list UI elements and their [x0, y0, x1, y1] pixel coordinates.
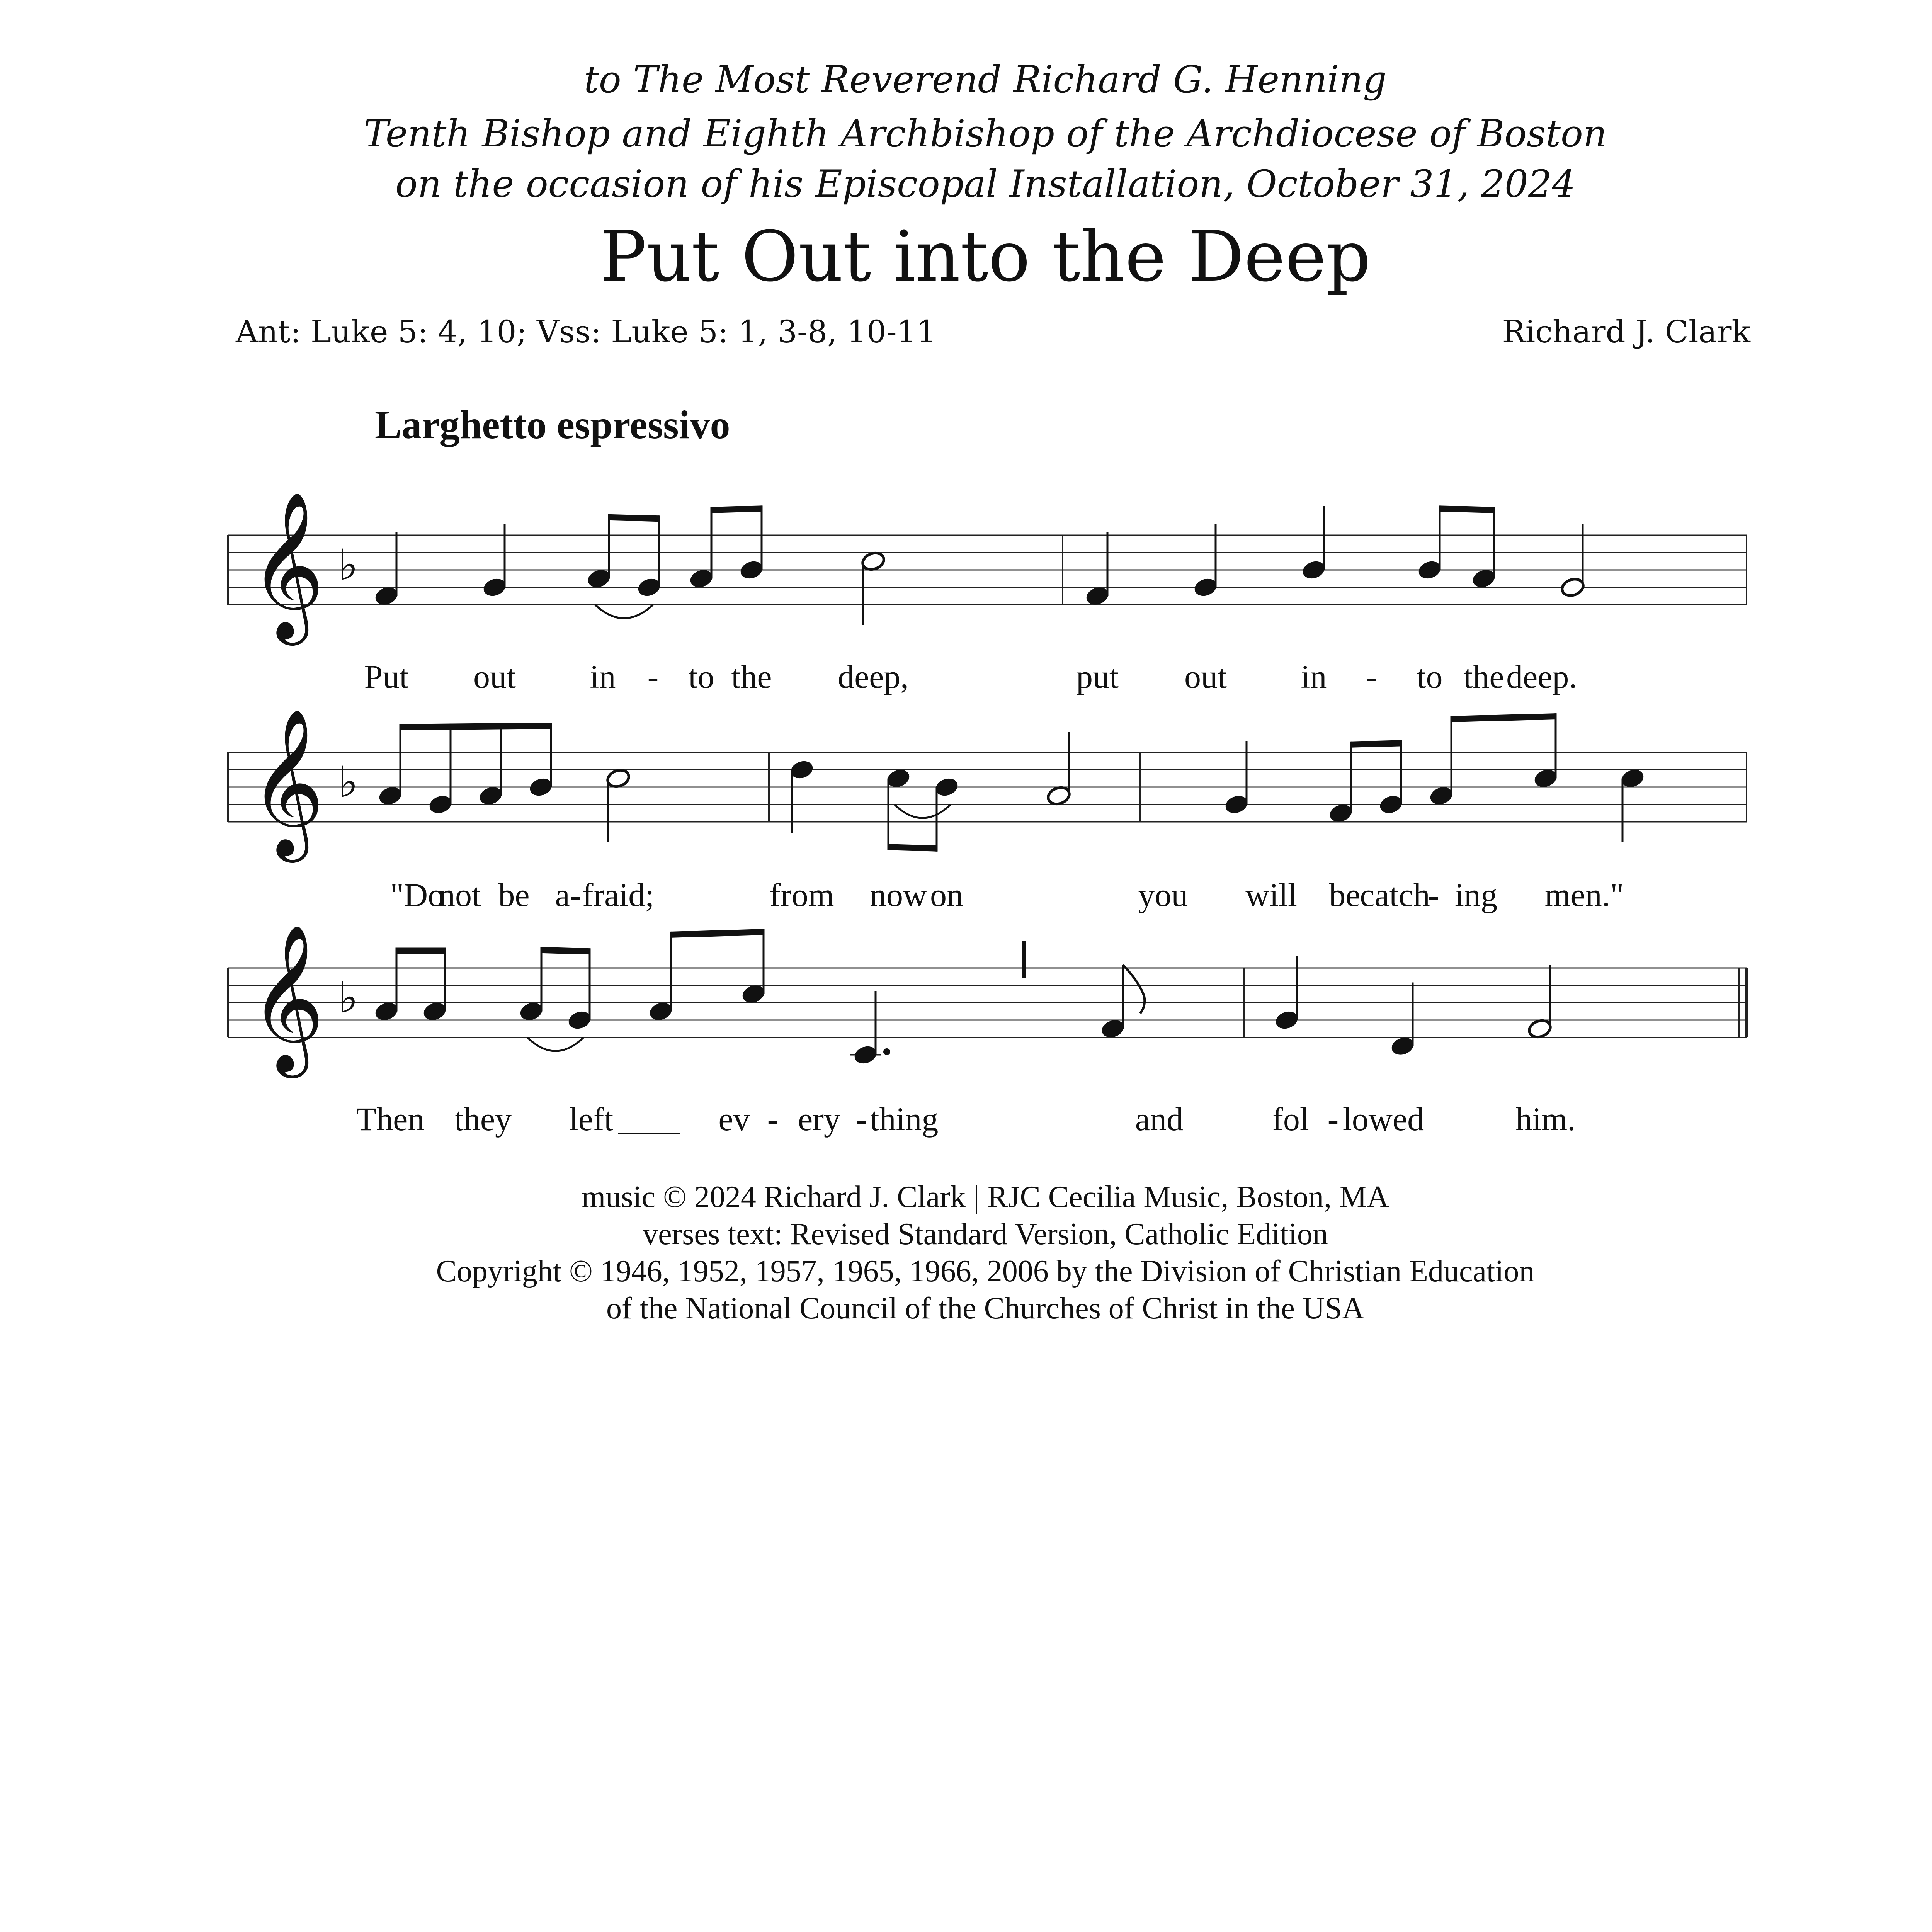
lyric-syllable: you	[1138, 876, 1188, 913]
note-beam	[1440, 505, 1494, 513]
note-head	[886, 767, 911, 789]
note-head	[1328, 802, 1354, 824]
note-head	[1046, 785, 1071, 807]
lyric-syllable: ev	[718, 1100, 750, 1138]
note-beam	[1451, 713, 1556, 722]
note-head	[689, 568, 714, 590]
lyric-syllable: now	[869, 876, 927, 913]
lyric-syllable: be	[1329, 876, 1361, 913]
note-head	[648, 1000, 673, 1022]
note-head	[1193, 577, 1218, 599]
credits-line-2: verses text: Revised Standard Version, Catholic Edition	[643, 1217, 1328, 1251]
note-beam	[711, 505, 762, 513]
note-head	[478, 785, 503, 807]
lyric-syllable: -	[856, 1100, 867, 1138]
lyric-syllable: a-	[555, 876, 581, 913]
lyric-syllable: ery	[798, 1100, 840, 1138]
note-flag	[1123, 965, 1145, 1014]
note-beam	[541, 947, 590, 954]
composer-name: Richard J. Clark	[1502, 314, 1750, 350]
lyric-syllable: thing	[870, 1100, 939, 1138]
lyric-syllable: catch	[1360, 876, 1430, 913]
scripture-source: Ant: Luke 5: 4, 10; Vss: Luke 5: 1, 3-8, 10-11	[236, 314, 936, 350]
lyric-syllable: Then	[356, 1100, 425, 1138]
note-head	[741, 983, 766, 1005]
lyric-syllable: deep.	[1506, 658, 1577, 695]
note-head	[567, 1009, 592, 1031]
slur	[527, 1037, 583, 1051]
note-head	[422, 1000, 447, 1022]
note-head	[378, 785, 403, 807]
note-beam	[400, 723, 551, 730]
lyric-syllable: the	[731, 658, 772, 695]
credits-line-1: music © 2024 Richard J. Clark | RJC Cecilia Music, Boston, MA	[581, 1180, 1389, 1214]
treble-clef-icon: 𝄞	[249, 923, 325, 1071]
lyric-syllable: not	[439, 876, 481, 913]
treble-clef-icon: 𝄞	[249, 707, 325, 856]
lyric-syllable: to	[688, 658, 714, 695]
note-head	[1100, 1018, 1126, 1040]
note-head	[1417, 559, 1442, 581]
note-head	[374, 585, 399, 607]
lyric-syllable: -	[767, 1100, 779, 1138]
dedication-line-2: Tenth Bishop and Eighth Archbishop of the Archdiocese of Boston	[364, 112, 1607, 155]
lyric-syllable: -	[1428, 876, 1439, 913]
tempo-marking: Larghetto espressivo	[375, 403, 730, 447]
note-head	[1560, 577, 1585, 599]
lyric-syllable: -	[647, 658, 659, 695]
lyric-syllable: and	[1135, 1100, 1184, 1138]
note-beam	[609, 514, 659, 522]
note-head	[374, 1000, 399, 1022]
treble-clef-icon: 𝄞	[249, 490, 325, 639]
note-head	[1274, 1009, 1299, 1031]
flat-sign-icon: ♭	[338, 540, 358, 590]
lyric-syllable: deep,	[838, 658, 909, 695]
lyric-syllable: the	[1463, 658, 1504, 695]
note-head	[1620, 767, 1645, 789]
lyric-syllable: -	[1327, 1100, 1339, 1138]
note-head	[428, 794, 453, 816]
lyric-syllable: out	[473, 658, 516, 695]
dedication-line-1: to The Most Reverend Richard G. Henning	[584, 58, 1387, 101]
note-head	[1085, 585, 1110, 607]
note-head	[605, 767, 631, 789]
note-head	[528, 776, 554, 798]
note-head	[853, 1044, 878, 1066]
note-head	[519, 1000, 544, 1022]
lyric-syllable: men."	[1544, 876, 1624, 913]
slur	[895, 804, 951, 818]
note-head	[1301, 559, 1327, 581]
lyric-syllable: lowed	[1342, 1100, 1424, 1138]
lyric-syllable: they	[454, 1100, 512, 1138]
lyric-syllable: left	[569, 1100, 614, 1138]
lyric-syllable: out	[1184, 658, 1227, 695]
lyric-syllable: him.	[1515, 1100, 1576, 1138]
lyric-syllable: put	[1076, 658, 1119, 695]
lyric-syllable: ing	[1455, 876, 1497, 913]
note-head	[1429, 785, 1454, 807]
slur	[595, 605, 653, 618]
flat-sign-icon: ♭	[338, 973, 358, 1022]
note-head	[1471, 568, 1497, 590]
lyric-syllable: on	[930, 876, 963, 913]
lyric-syllable: be	[498, 876, 530, 913]
note-beam	[1351, 740, 1401, 747]
lyric-syllable: -	[1366, 658, 1378, 695]
lyric-syllable: will	[1245, 876, 1297, 913]
note-beam	[888, 844, 937, 851]
lyric-syllable: from	[769, 876, 834, 913]
lyric-syllable: "Do	[390, 876, 445, 913]
credits-line-4: of the National Council of the Churches of Christ in the USA	[606, 1291, 1364, 1325]
note-head	[482, 577, 507, 599]
dedication-line-3: on the occasion of his Episcopal Installation, October 31, 2024	[395, 162, 1576, 206]
flat-sign-icon: ♭	[338, 757, 358, 807]
note-head	[934, 776, 959, 798]
note-beam	[396, 948, 445, 954]
lyric-syllable: in	[1301, 658, 1327, 695]
note-head	[586, 568, 612, 590]
note-head	[1224, 794, 1249, 816]
credits-line-3: Copyright © 1946, 1952, 1957, 1965, 1966, 2006 by the Division of Christian Education	[436, 1254, 1535, 1288]
note-head	[1533, 767, 1558, 789]
note-beam	[671, 929, 764, 938]
note-head	[789, 759, 815, 781]
lyric-syllable: to	[1417, 658, 1443, 695]
lyric-syllable: in	[590, 658, 616, 695]
note-head	[739, 559, 764, 581]
lyric-syllable: fraid;	[582, 876, 655, 913]
note-head	[1527, 1018, 1553, 1040]
lyric-syllable: fol	[1272, 1100, 1309, 1138]
lyric-syllable: Put	[364, 658, 409, 695]
note-head	[1390, 1035, 1415, 1057]
augmentation-dot	[883, 1048, 890, 1055]
note-head	[861, 550, 886, 572]
song-title: Put Out into the Deep	[600, 216, 1371, 297]
note-head	[636, 577, 662, 599]
note-head	[1378, 794, 1404, 816]
